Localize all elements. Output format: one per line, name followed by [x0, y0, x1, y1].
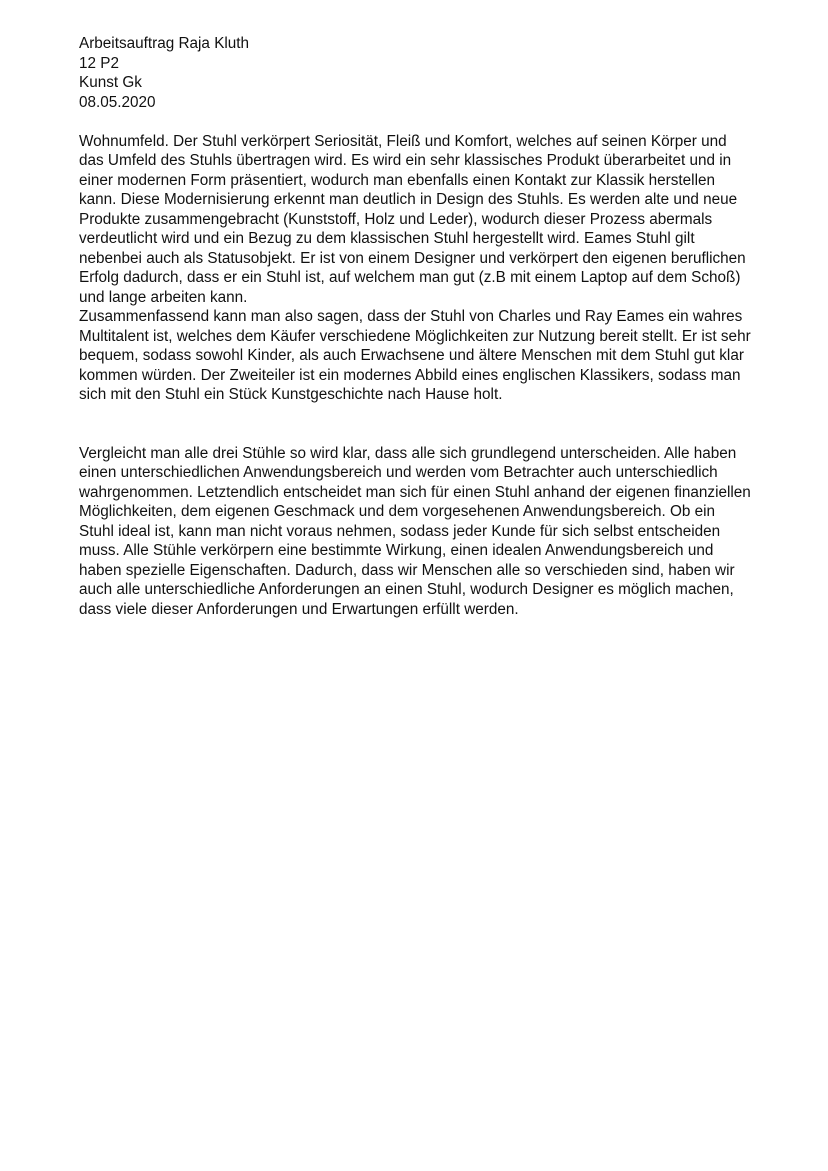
body-paragraph-1: Wohnumfeld. Der Stuhl verkörpert Seriosität, Fleiß und Komfort, welches auf seinen Körper und das Umfeld des Stuhls übertragen wird. Es wird ein sehr klassisches Produkt überarbeitet und in einer modernen Form präsentiert, wodurch man ebenfalls einen Kontakt zur Klassik herstellen kann. Diese Modernisierung erkennt man deutlich in Design des Stuhls. Es werden alte und neue Produkte zusammengebracht (Kunststoff, Holz und Leder), wodurch dieser Prozess abermals verdeutlicht wird und ein Bezug zu dem klassischen Stuhl hergestellt wird. Eames Stuhl gilt nebenbei auch als Statusobjekt. Er ist von einem Designer und verkörpert den eigenen beruflichen Erfolg dadurch, dass er ein Stuhl ist, auf welchem man gut (z.B mit einem Laptop auf dem Schoß) und lange arbeiten kann. [79, 132, 746, 306]
document-header [79, 34, 751, 112]
course-label: Kunst Gk [79, 74, 142, 91]
body-paragraph-2: Zusammenfassend kann man also sagen, dass der Stuhl von Charles und Ray Eames ein wahres Multitalent ist, welches dem Käufer verschiedene Möglichkeiten zur Nutzung bereit stellt. Er ist sehr bequem, sodass sowohl Kinder, als auch Erwachsene und ältere Menschen mit dem Stuhl gut klar kommen würden. Der Zweiteiler ist ein modernes Abbild eines englischen Klassikers, sodass man sich mit den Stuhl ein Stück Kunstgeschichte nach Hause holt. [79, 308, 751, 403]
document-date: 08.05.2020 [79, 93, 156, 111]
body-paragraph-3: Vergleicht man alle drei Stühle so wird klar, dass alle sich grundlegend unterscheiden. Alle haben einen unterschiedlichen Anwendungsbereich und werden vom Betrachter auch unterschiedlich wahrgenommen. Letztendlich entscheidet man sich für einen Stuhl anhand der eigenen finanziellen Möglichkeiten, dem eigenen Geschmack und dem vorgesehenen Anwendungsbereich. Ob ein Stuhl ideal ist, kann man nicht voraus nehmen, sodass jeder Kunde für sich selbst entscheiden muss. Alle Stühle verkörpern eine bestimmte Wirkung, einen idealen Anwendungsbereich und haben spezielle Eigenschaften. Dadurch, dass wir Menschen alle so verschieden sind, haben wir auch alle unterschiedliche Anforderungen an einen Stuhl, wodurch Designer es möglich machen, dass viele dieser Anforderungen und Erwartungen erfüllt werden. [79, 444, 751, 618]
assignment-title: Arbeitsauftrag Raja Kluth [79, 35, 250, 52]
document-content [79, 34, 751, 619]
class-label: 12 P2 [79, 54, 119, 72]
